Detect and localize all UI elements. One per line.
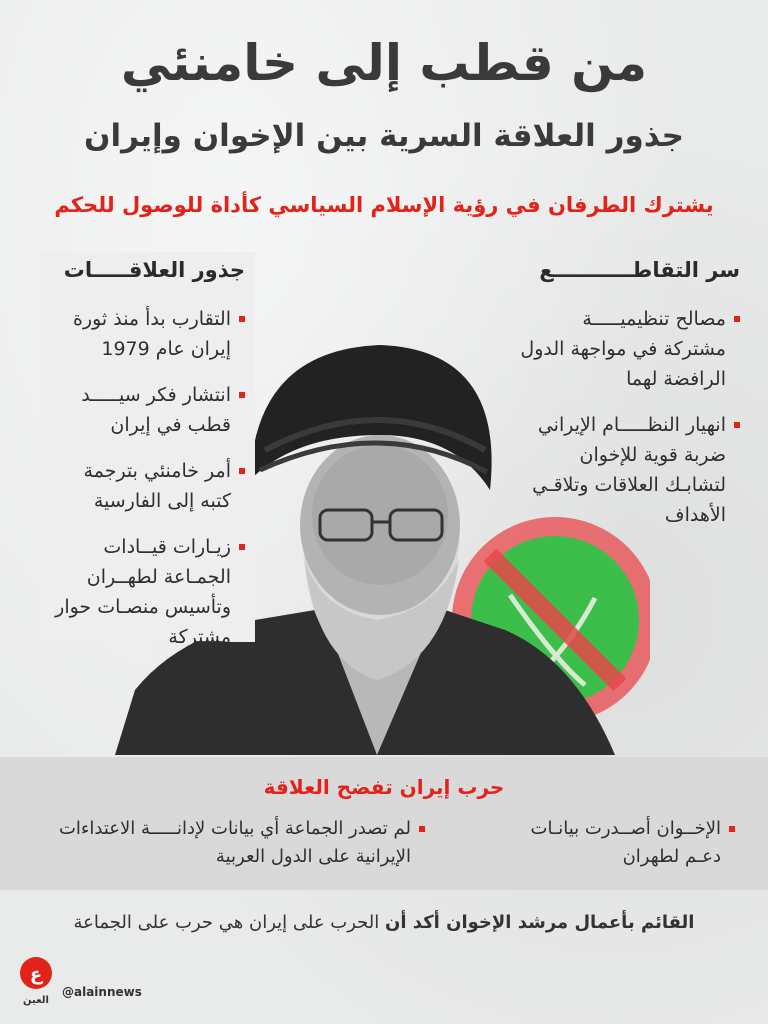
intersection-item-2: انهيار النظـــــام الإيراني ضربة قوية للإخوان لتشابـك العلاقات وتلاقـي الأهداف (520, 410, 740, 530)
social-handle: @alainnews (62, 985, 142, 999)
svg-text:ع: ع (29, 964, 43, 985)
quote-bold: القائم بأعمال مرشد الإخوان أكد أن (385, 912, 695, 933)
intersection-heading: سر التقاطـــــــــــع (539, 258, 740, 282)
war-item-no-condemnation: لم تصدر الجماعة أي بيانات لإدانـــــة الاعتداءات الإيرانية على الدول العربية (55, 815, 425, 871)
page-subtitle: جذور العلاقة السرية بين الإخوان وإيران (84, 118, 684, 154)
war-item-support: الإخــوان أصــدرت بيانـات دعـم لطهران (495, 815, 735, 871)
quote-rest: الحرب على إيران هي حرب على الجماعة (73, 912, 385, 933)
tagline: يشترك الطرفان في رؤية الإسلام السياسي كأداة للوصول للحكم (54, 193, 714, 217)
roots-item-3: أمر خامنئي بترجمة كتبه إلى الفارسية (48, 456, 245, 516)
roots-item-1: التقارب بدأ منذ ثورة إيران عام 1979 (48, 304, 245, 364)
roots-item-2: انتشار فكر سيـــــد قطب في إيران (48, 380, 245, 440)
footer-quote (0, 912, 768, 933)
intersection-panel (520, 252, 740, 546)
roots-item-4: زيـارات قيــادات الجمـاعة لطهــران وتأسيس منصـات حوار مشتركة (48, 532, 245, 652)
roots-panel (40, 252, 255, 648)
intersection-item-1: مصالح تنظيميـــــة مشتركة في مواجهة الدول الرافضة لهما (520, 304, 740, 394)
war-heading: حرب إيران تفضح العلاقة (263, 775, 505, 799)
alain-logo-icon (18, 955, 54, 1007)
page-title: من قطب إلى خامنئي (120, 34, 648, 92)
logo-text: العين (23, 995, 49, 1006)
roots-heading: جذور العلاقـــــات (63, 258, 245, 282)
